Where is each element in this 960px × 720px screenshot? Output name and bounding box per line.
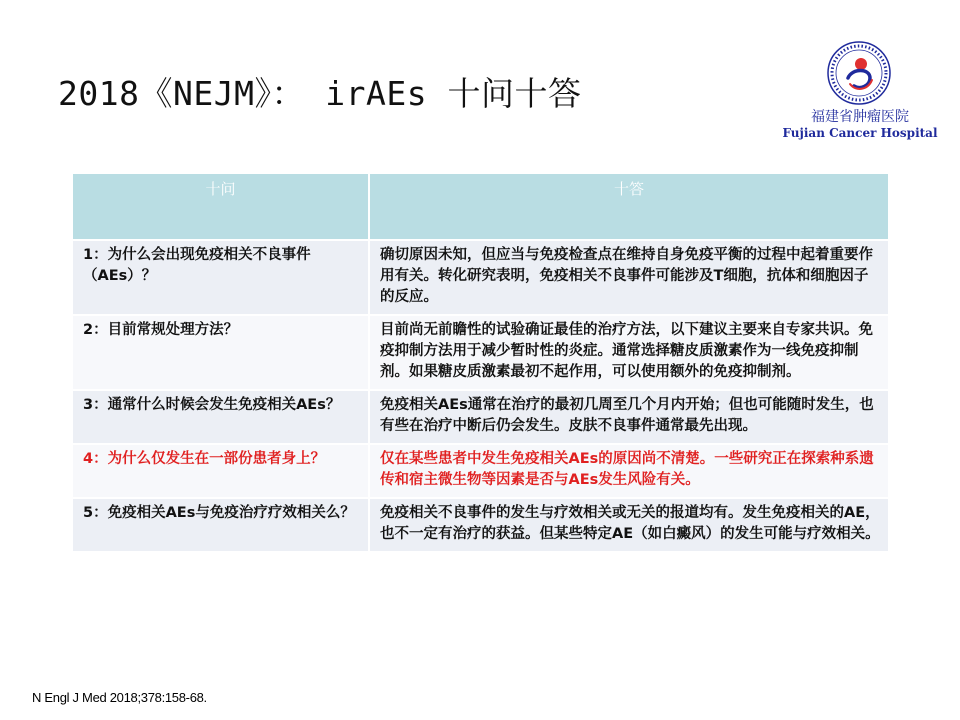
logo-name-cn: 福建省肿瘤医院 <box>811 109 909 125</box>
table-header-row <box>73 174 888 239</box>
question-cell: 1：为什么会出现免疫相关不良事件（AEs）？ <box>73 239 370 314</box>
header-questions: 十问 <box>73 174 370 239</box>
citation: N Engl J Med 2018;378:158-68. <box>32 690 207 705</box>
table-row <box>73 314 888 389</box>
question-cell: 5：免疫相关AEs与免疫治疗疗效相关么？ <box>73 497 370 551</box>
hospital-logo <box>770 36 950 146</box>
question-cell: 3：通常什么时候会发生免疫相关AEs？ <box>73 389 370 443</box>
slide-title: 2018《NEJM》： irAEs 十问十答 <box>58 74 582 113</box>
answer-cell: 免疫相关不良事件的发生与疗效相关或无关的报道均有。发生免疫相关的AE，也不一定有治疗的获益。但某些特定AE（如白癜风）的发生可能与疗效相关。 <box>370 497 888 551</box>
table-row <box>73 497 888 551</box>
hospital-emblem-icon <box>826 40 892 106</box>
logo-name-en: Fujian Cancer Hospital <box>782 126 938 140</box>
header-answers: 十答 <box>370 174 888 239</box>
table-row <box>73 239 888 314</box>
question-cell: 4：为什么仅发生在一部份患者身上？ <box>73 443 370 497</box>
answer-cell: 确切原因未知，但应当与免疫检查点在维持自身免疫平衡的过程中起着重要作用有关。转化研究表明，免疫相关不良事件可能涉及T细胞，抗体和细胞因子的反应。 <box>370 239 888 314</box>
answer-cell: 目前尚无前瞻性的试验确证最佳的治疗方法，以下建议主要来自专家共识。免疫抑制方法用于减少暂时性的炎症。通常选择糖皮质激素作为一线免疫抑制剂。如果糖皮质激素最初不起作用，可以使用额外的免疫抑制剂。 <box>370 314 888 389</box>
table-row-highlighted <box>73 443 888 497</box>
answer-cell: 免疫相关AEs通常在治疗的最初几周至几个月内开始；但也可能随时发生，也有些在治疗中断后仍会发生。皮肤不良事件通常最先出现。 <box>370 389 888 443</box>
qa-table <box>73 174 888 551</box>
answer-cell: 仅在某些患者中发生免疫相关AEs的原因尚不清楚。一些研究正在探索种系遗传和宿主微生物等因素是否与AEs发生风险有关。 <box>370 443 888 497</box>
question-cell: 2：目前常规处理方法？ <box>73 314 370 389</box>
table-row <box>73 389 888 443</box>
